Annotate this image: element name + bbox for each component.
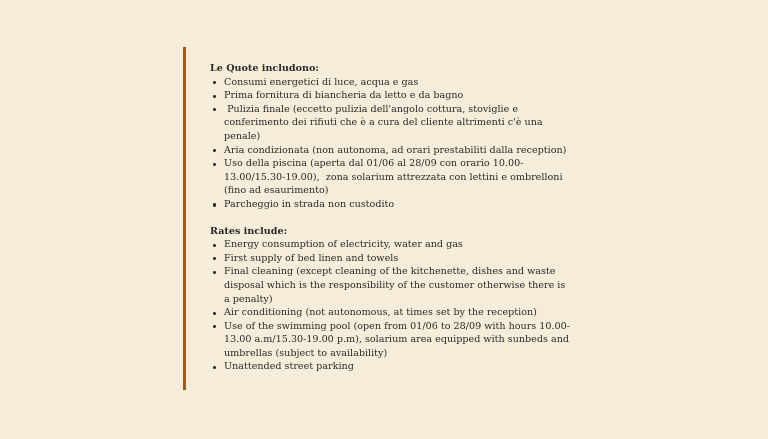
- english-heading: Rates include:: [210, 225, 288, 237]
- accent-bar: [183, 47, 186, 390]
- rates-content: [210, 62, 570, 374]
- list-item: Pulizia finale (eccetto pulizia dell'angolo cottura, stoviglie e conferimento dei rifiuti che è a cura del cliente altrimenti c'è una penale): [210, 103, 570, 144]
- list-item: Final cleaning (except cleaning of the kitchenette, dishes and waste disposal which is the responsibility of the customer otherwise there is a penalty): [210, 265, 570, 306]
- list-item: Uso della piscina (aperta dal 01/06 al 28/09 con orario 10.00-13.00/15.30-19.00), zona solarium attrezzata con lettini e ombrelloni (fino ad esaurimento): [210, 157, 570, 198]
- english-section: [210, 225, 570, 375]
- list-item: First supply of bed linen and towels: [210, 252, 570, 266]
- english-list: [210, 238, 570, 374]
- list-item: Unattended street parking: [210, 360, 570, 374]
- list-item: Prima fornitura di biancheria da letto e da bagno: [210, 89, 570, 103]
- list-item: Parcheggio in strada non custodito: [210, 198, 570, 212]
- list-item: Aria condizionata (non autonoma, ad orari prestabiliti dalla reception): [210, 144, 570, 158]
- list-item: Consumi energetici di luce, acqua e gas: [210, 76, 570, 90]
- list-item: Energy consumption of electricity, water and gas: [210, 238, 570, 252]
- italian-section: [210, 62, 570, 212]
- italian-list: [210, 76, 570, 212]
- italian-heading: Le Quote includono:: [210, 63, 319, 74]
- list-item: Use of the swimming pool (open from 01/06 to 28/09 with hours 10.00-13.00 a.m/15.30-19.00 p.m), solarium area equipped with sunbeds and umbrellas (subject to availability): [210, 320, 570, 361]
- list-item: Air conditioning (not autonomous, at times set by the reception): [210, 306, 570, 320]
